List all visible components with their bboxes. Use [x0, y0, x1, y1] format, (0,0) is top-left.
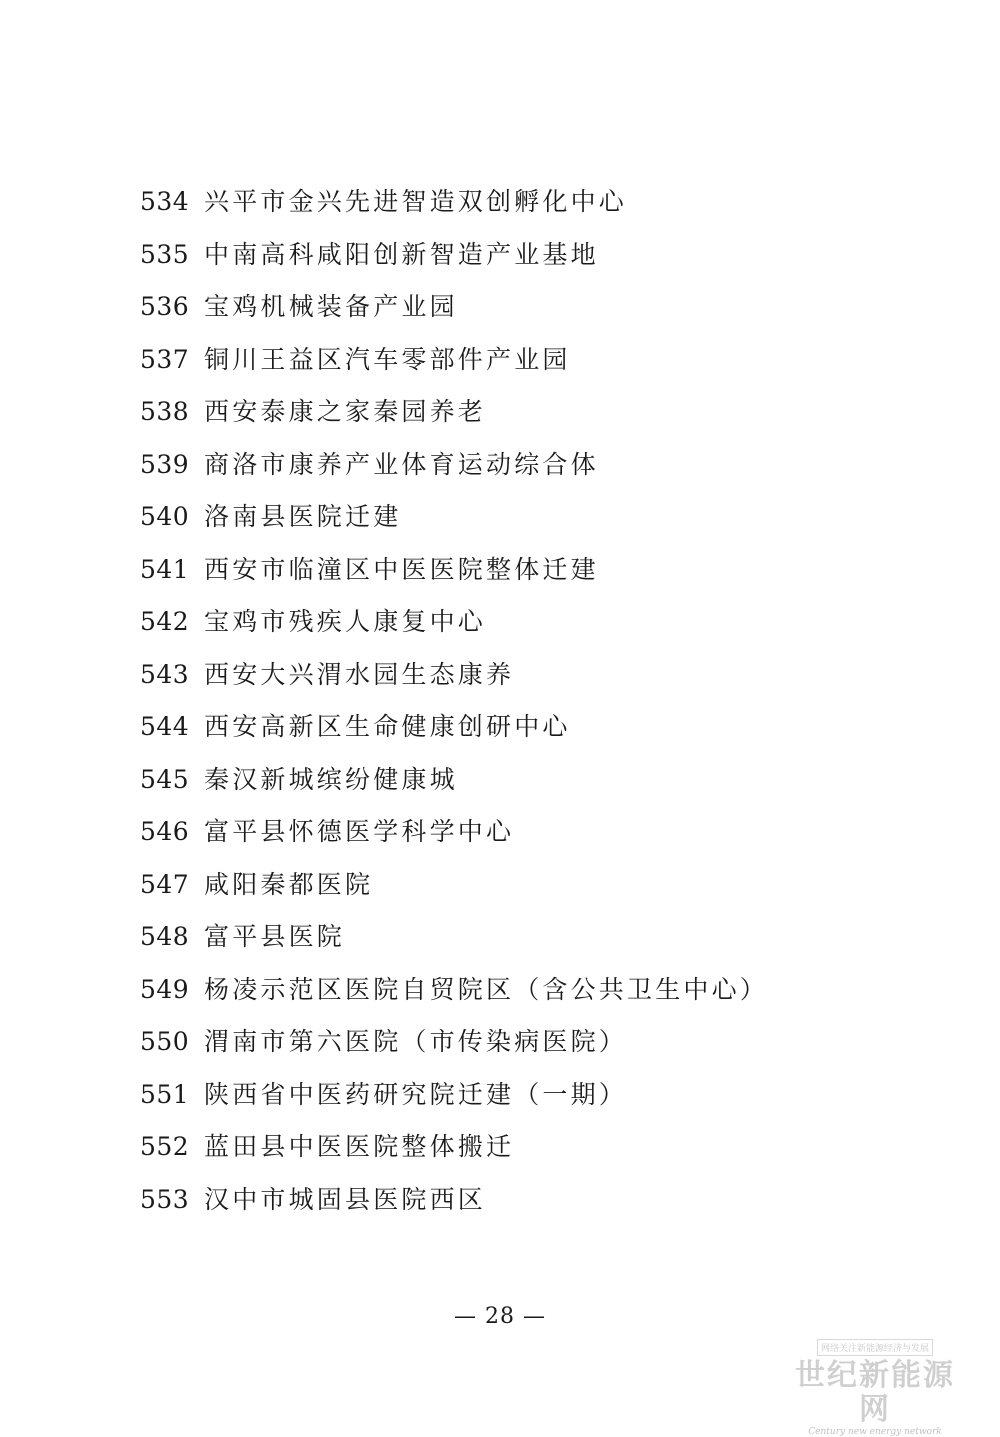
list-item	[140, 176, 960, 229]
list-item	[140, 806, 960, 859]
item-number: 552	[140, 1132, 190, 1161]
list-item	[140, 701, 960, 754]
list-item	[140, 229, 960, 282]
item-number: 534	[140, 187, 190, 216]
item-name: 洛南县医院迁建	[204, 502, 402, 531]
item-number: 537	[140, 344, 190, 374]
list-item	[140, 439, 960, 492]
list-item	[140, 334, 960, 387]
item-number: 544	[140, 712, 190, 741]
item-number: 548	[140, 922, 190, 951]
item-name: 西安泰康之家秦园养老	[204, 397, 487, 426]
list-item	[140, 754, 960, 807]
watermark-slogan: 网络关注新能源经济与发展	[817, 1339, 933, 1356]
item-number: 539	[140, 449, 190, 479]
watermark-brand: 世纪新能源网	[795, 1358, 955, 1427]
item-name: 杨凌示范区医院自贸院区（含公共卫生中心）	[204, 974, 769, 1004]
item-number: 543	[140, 659, 190, 689]
item-name: 咸阳秦都医院	[204, 869, 374, 899]
item-name: 秦汉新城缤纷健康城	[204, 764, 458, 794]
list-item	[140, 649, 960, 702]
item-name: 蓝田县中医医院整体搬迁	[204, 1132, 515, 1161]
item-number: 540	[140, 502, 190, 531]
item-name: 富平县医院	[204, 922, 346, 951]
item-number: 545	[140, 764, 190, 794]
item-name: 西安大兴渭水园生态康养	[204, 659, 515, 689]
list-item	[140, 596, 960, 649]
list-item	[140, 911, 960, 964]
item-name: 铜川王益区汽车零部件产业园	[204, 344, 571, 374]
item-number: 549	[140, 974, 190, 1004]
list-item	[140, 1016, 960, 1069]
item-name: 兴平市金兴先进智造双创孵化中心	[204, 187, 628, 216]
page-number: — 28 —	[454, 1304, 546, 1329]
item-name: 陕西省中医药研究院迁建（一期）	[204, 1079, 628, 1109]
item-name: 中南高科咸阳创新智造产业基地	[204, 239, 599, 269]
item-number: 535	[140, 239, 190, 269]
item-number: 547	[140, 869, 190, 899]
item-name: 汉中市城固县医院西区	[204, 1184, 487, 1214]
list-item	[140, 544, 960, 597]
project-list	[140, 176, 960, 1226]
list-item	[140, 1121, 960, 1174]
item-name: 宝鸡市残疾人康复中心	[204, 607, 487, 636]
list-item	[140, 859, 960, 912]
item-number: 536	[140, 292, 190, 321]
list-item	[140, 1069, 960, 1122]
item-name: 富平县怀德医学科学中心	[204, 817, 515, 846]
item-name: 商洛市康养产业体育运动综合体	[204, 449, 599, 479]
item-name: 西安市临潼区中医医院整体迁建	[204, 554, 599, 584]
item-name: 渭南市第六医院（市传染病医院）	[204, 1027, 628, 1056]
list-item	[140, 1174, 960, 1227]
item-number: 542	[140, 607, 190, 636]
item-number: 538	[140, 397, 190, 426]
item-name: 宝鸡机械装备产业园	[204, 292, 458, 321]
item-number: 546	[140, 817, 190, 846]
list-item	[140, 386, 960, 439]
list-item	[140, 281, 960, 334]
item-number: 541	[140, 554, 190, 584]
item-name: 西安高新区生命健康创研中心	[204, 712, 571, 741]
watermark-brand-en: Century new energy network	[808, 1427, 942, 1437]
item-number: 551	[140, 1079, 190, 1109]
watermark-logo	[780, 1336, 970, 1437]
item-number: 553	[140, 1184, 190, 1214]
list-item	[140, 491, 960, 544]
item-number: 550	[140, 1027, 190, 1056]
list-item	[140, 964, 960, 1017]
